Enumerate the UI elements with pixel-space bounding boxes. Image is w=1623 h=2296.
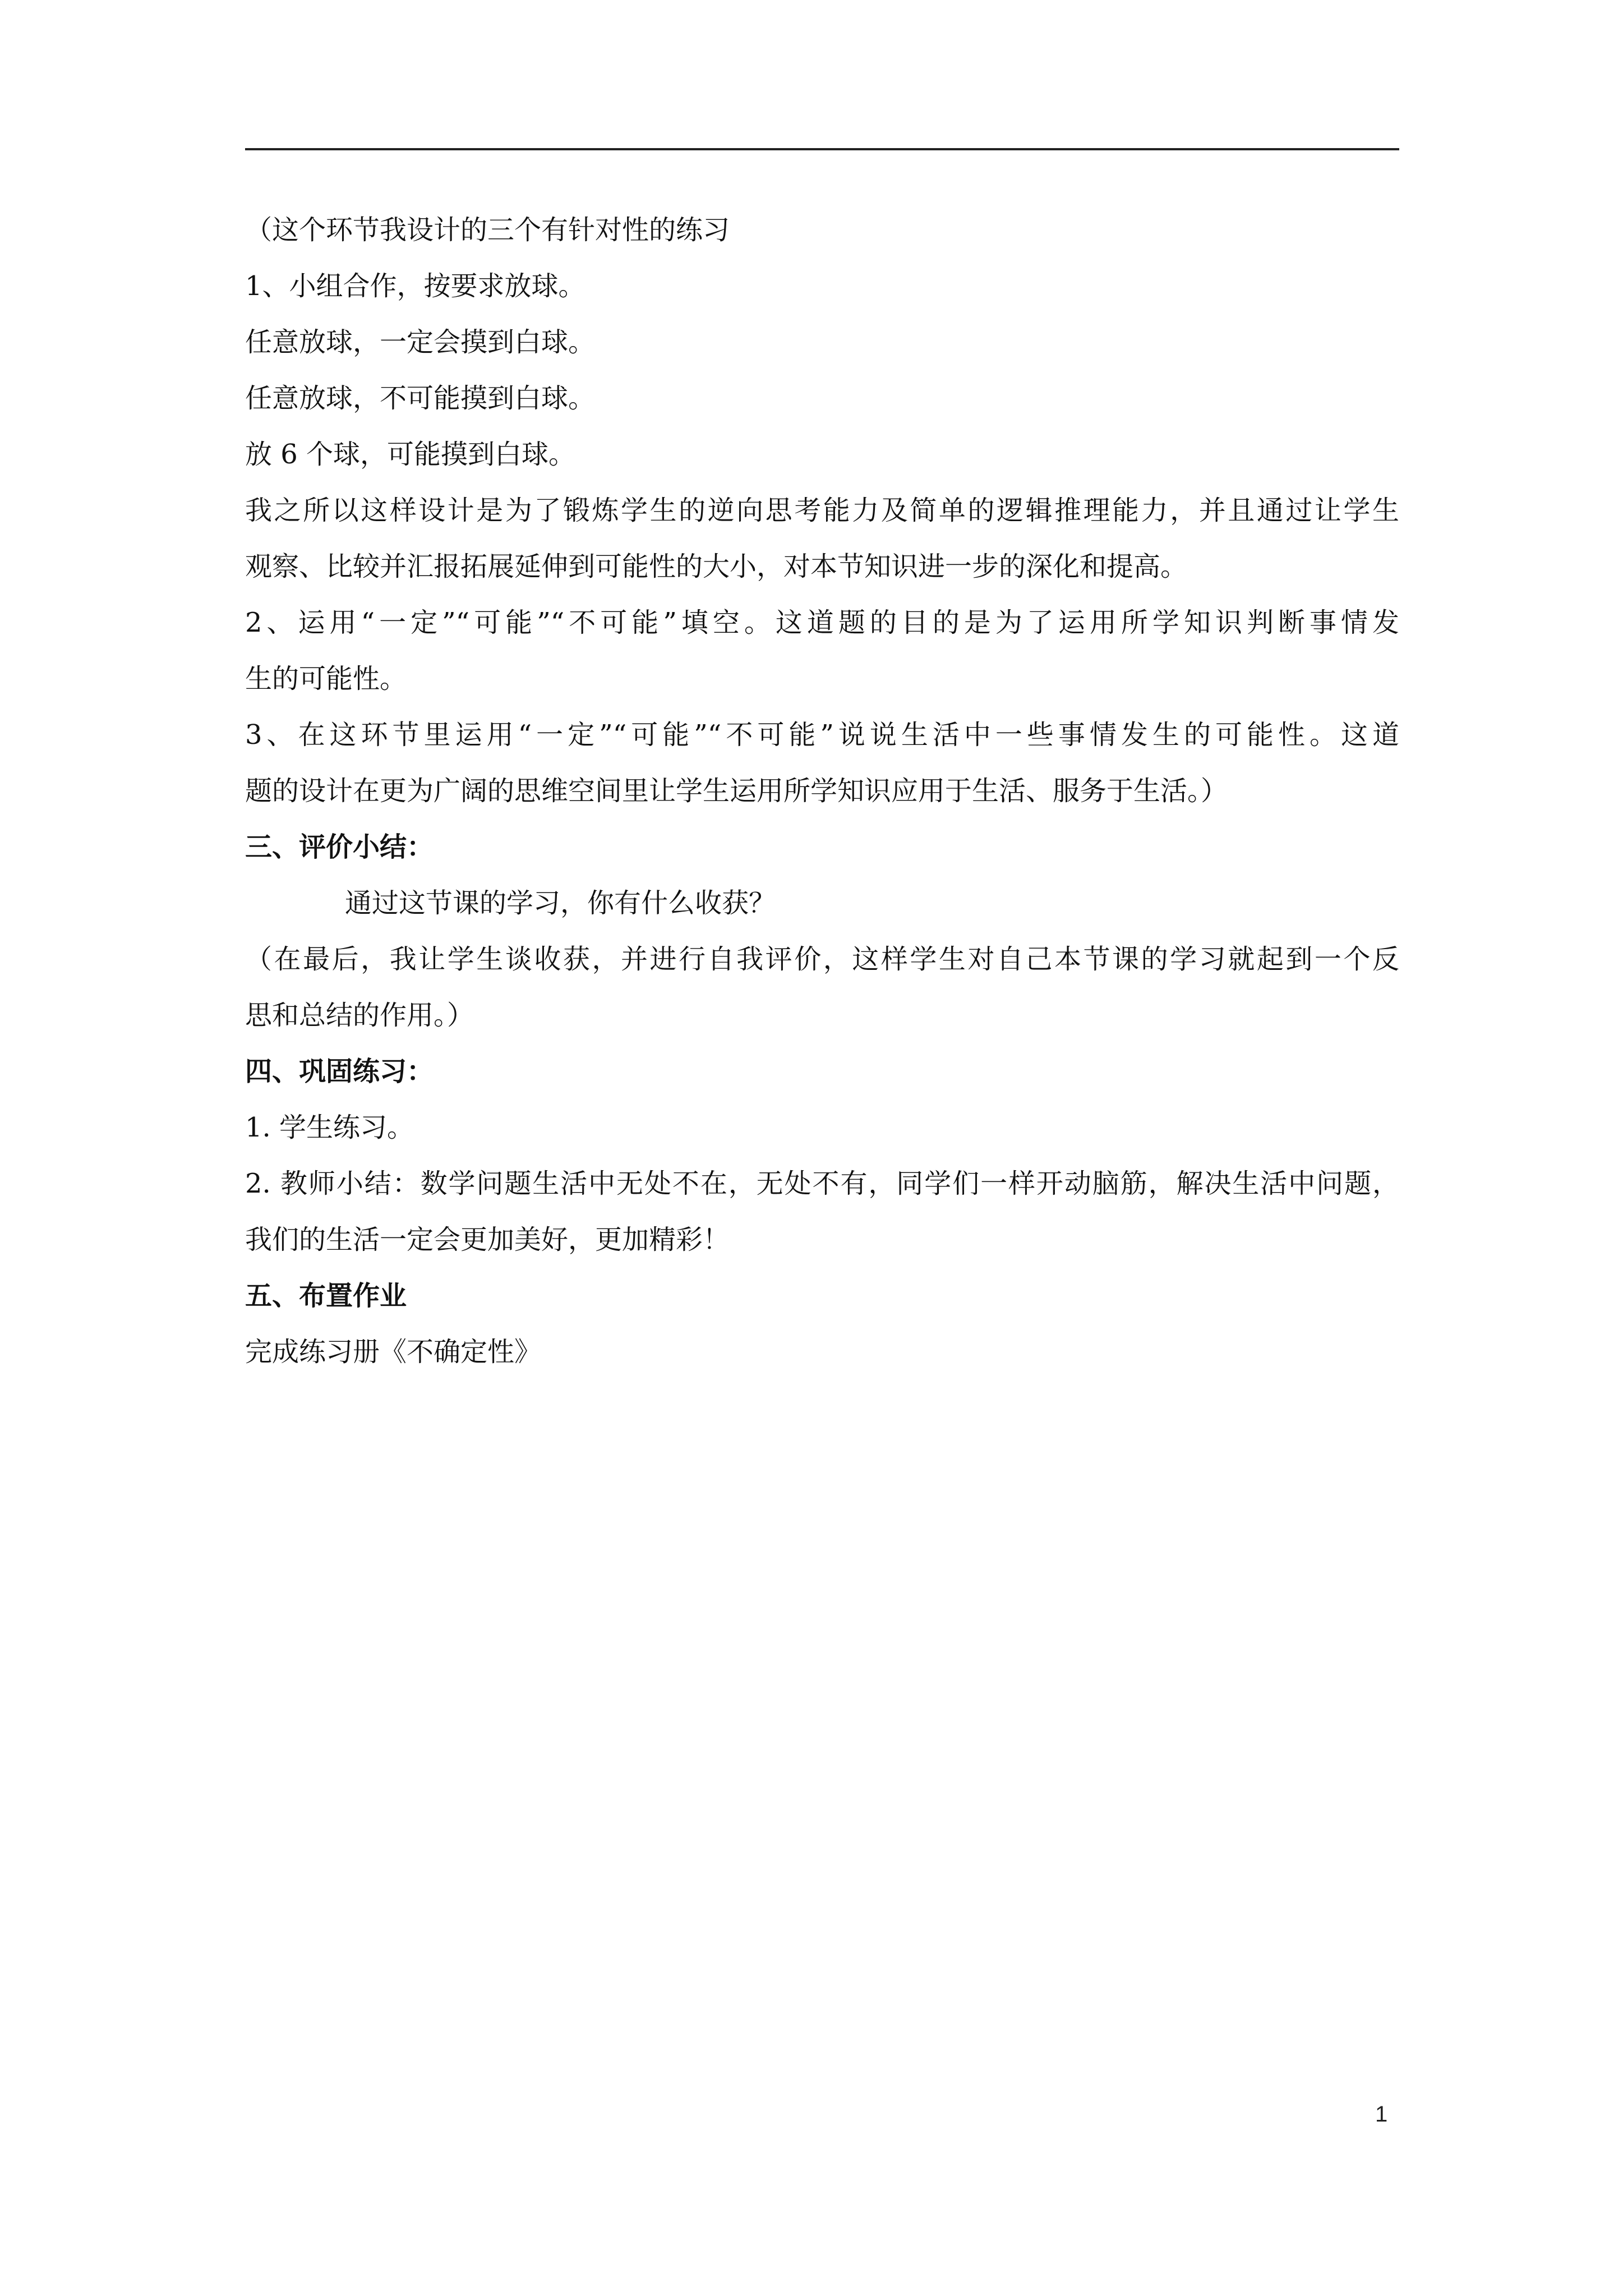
exercise-3-line-1: 3、在这环节里运用“一定”“可能”“不可能”说说生活中一些事情发生的可能性。这道: [245, 719, 1399, 751]
homework-item: 完成练习册《不确定性》: [245, 1336, 542, 1368]
exercise-1-item-c: 放 6 个球，可能摸到白球。: [245, 439, 576, 470]
practice-item-2-line-2: 我们的生活一定会更加美好，更加精彩！: [245, 1224, 730, 1255]
evaluation-note-line-2: 思和总结的作用。）: [245, 1000, 474, 1031]
exercise-1-title: 1、小组合作，按要求放球。: [245, 270, 585, 302]
exercise-2-line-1: 2、运用“一定”“可能”“不可能”填空。这道题的目的是为了运用所学知识判断事情发: [245, 607, 1399, 638]
practice-item-2-line-1: 2. 教师小结：数学问题生活中无处不在，无处不有，同学们一样开动脑筋，解决生活中问题，: [245, 1168, 1399, 1199]
evaluation-question: 通过这节课的学习，你有什么收获？: [345, 887, 776, 919]
section-heading-practice: 四、巩固练习：: [245, 1056, 434, 1087]
exercise-1-item-a: 任意放球，一定会摸到白球。: [245, 326, 596, 358]
header-rule: [245, 148, 1399, 150]
design-rationale-line-1: 我之所以这样设计是为了锻炼学生的逆向思考能力及简单的逻辑推理能力，并且通过让学生: [245, 495, 1399, 526]
practice-intro: （这个环节我设计的三个有针对性的练习: [245, 214, 730, 246]
section-heading-homework: 五、布置作业: [245, 1280, 407, 1312]
practice-item-1: 1. 学生练习。: [245, 1112, 414, 1143]
page-number: 1: [1375, 2102, 1388, 2127]
document-body: [245, 202, 1399, 1380]
section-heading-evaluation: 三、评价小结：: [245, 831, 434, 863]
evaluation-note-line-1: （在最后，我让学生谈收获，并进行自我评价，这样学生对自己本节课的学习就起到一个反: [245, 944, 1399, 975]
exercise-2-line-2: 生的可能性。: [245, 663, 407, 694]
exercise-1-item-b: 任意放球，不可能摸到白球。: [245, 383, 596, 414]
exercise-3-line-2: 题的设计在更为广阔的思维空间里让学生运用所学知识应用于生活、服务于生活。）: [245, 775, 1228, 807]
design-rationale-line-2: 观察、比较并汇报拓展延伸到可能性的大小，对本节知识进一步的深化和提高。: [245, 551, 1188, 582]
